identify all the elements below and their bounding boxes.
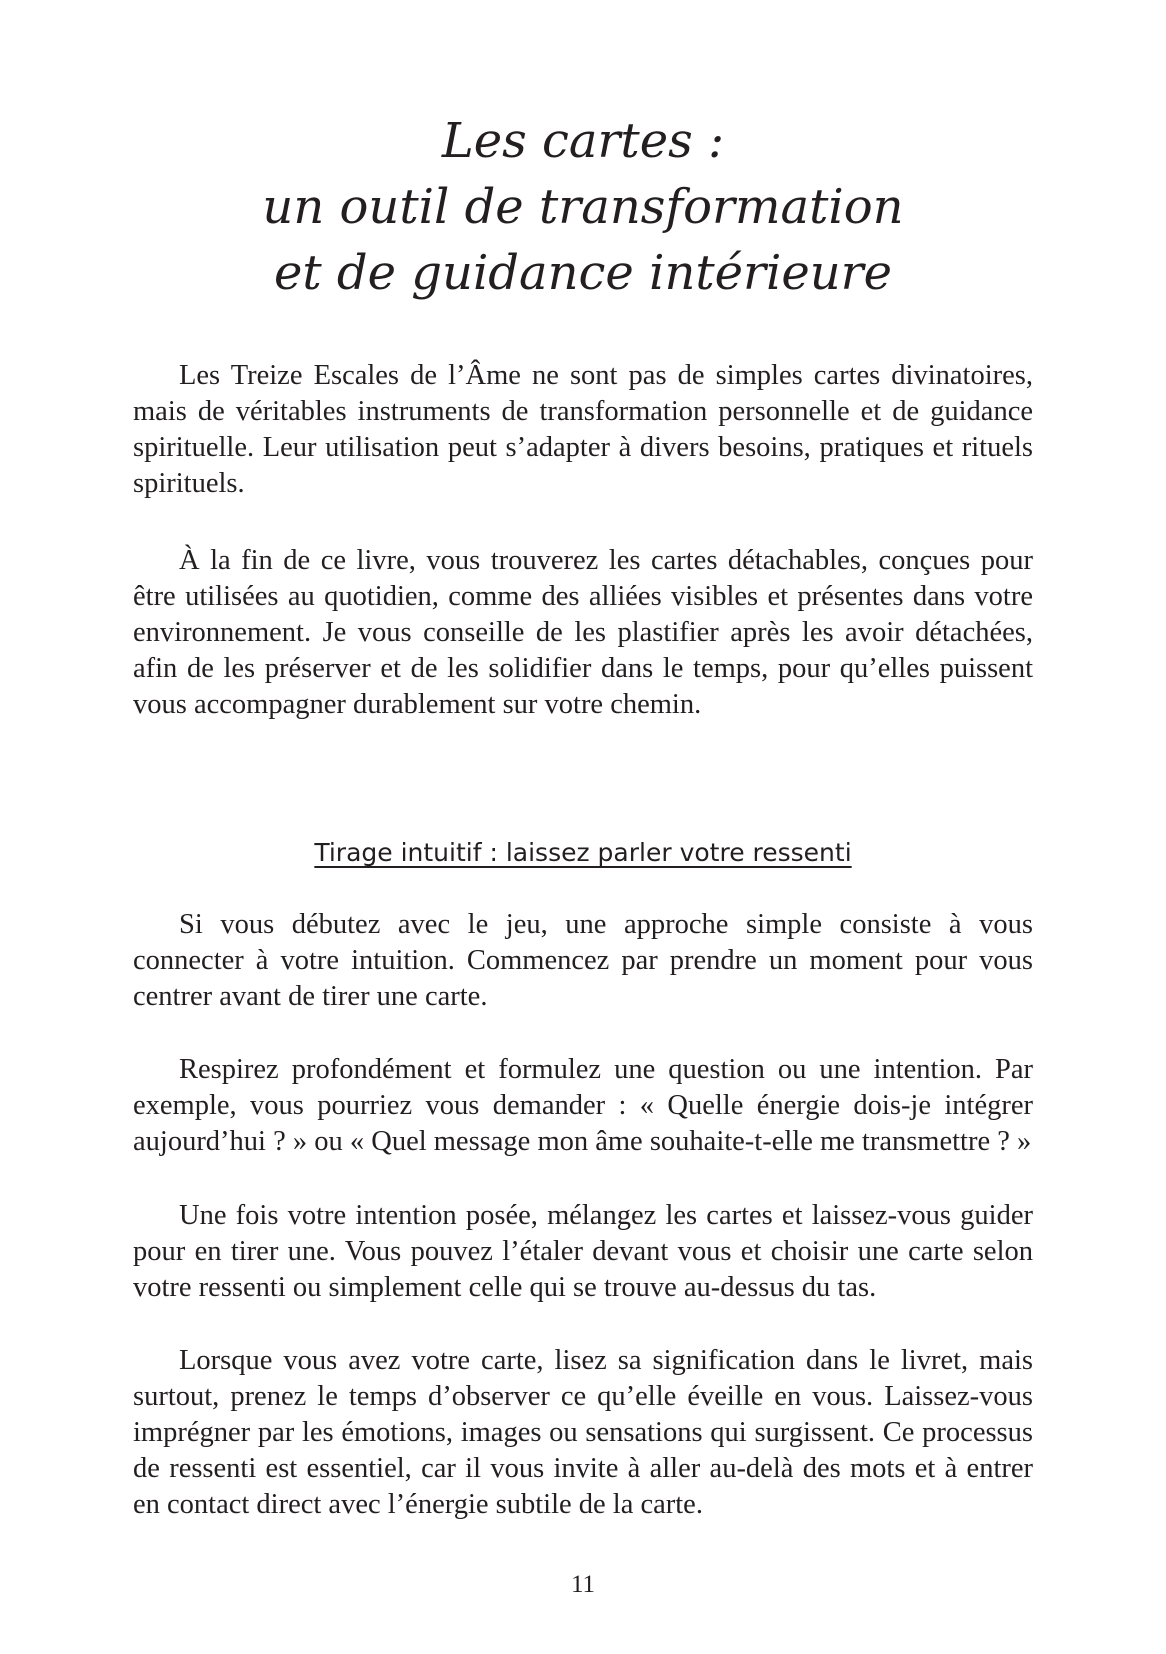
section-paragraph-4: Lorsque vous avez votre carte, lisez sa signification dans le livret, mais surtout, prenez le temps d’observer ce qu’elle éveille en vous. Laissez-vous imprégner par les émotions, images ou sensations qui surgissent. Ce processus de ressenti est essentiel, car il vous invite à aller au-delà des mots et à entrer en contact direct avec l’énergie subtile de la carte. <box>133 1345 1033 1520</box>
section-paragraph-1: Si vous débutez avec le jeu, une approche simple consiste à vous connecter à votre intuition. Commencez par prendre un moment pour vous centrer avant de tirer une carte. <box>133 909 1033 1012</box>
intro-paragraph-2: À la fin de ce livre, vous trouverez les cartes détachables, conçues pour être utilisées au quotidien, comme des alliées visibles et présentes dans votre environnement. Je vous conseille de les plastifier après les avoir détachées, afin de les préserver et de les solidifier dans le temps, pour qu’elles puissent vous accompagner durablement sur votre chemin. <box>133 545 1033 720</box>
intro-paragraph-1: Les Treize Escales de l’Âme ne sont pas de simples cartes divinatoires, mais de véritables instruments de transformation personnelle et de guidance spirituelle. Leur utilisation peut s’adapter à divers besoins, pratiques et rituels spirituels. <box>133 360 1033 499</box>
section-paragraph-2: Respirez profondément et formulez une question ou une intention. Par exemple, vous pourriez vous demander : « Quelle énergie dois-je intégrer aujourd’hui ? » ou « Quel message mon âme souhaite-t-elle me transmettre ? » <box>133 1054 1033 1157</box>
section-heading: Tirage intuitif : laissez parler votre ressenti <box>314 838 852 867</box>
page-number: 11 <box>570 1571 596 1598</box>
title-line-3: et de guidance intérieure <box>273 245 893 301</box>
section-paragraph-3: Une fois votre intention posée, mélangez les cartes et laissez-vous guider pour en tirer une. Vous pouvez l’étaler devant vous et choisir une carte selon votre ressenti ou simplement celle qui se trouve au-dessus du tas. <box>133 1200 1033 1303</box>
title-line-2: un outil de transformation <box>262 179 904 235</box>
page-title <box>0 108 1166 306</box>
title-line-1: Les cartes : <box>441 113 725 169</box>
